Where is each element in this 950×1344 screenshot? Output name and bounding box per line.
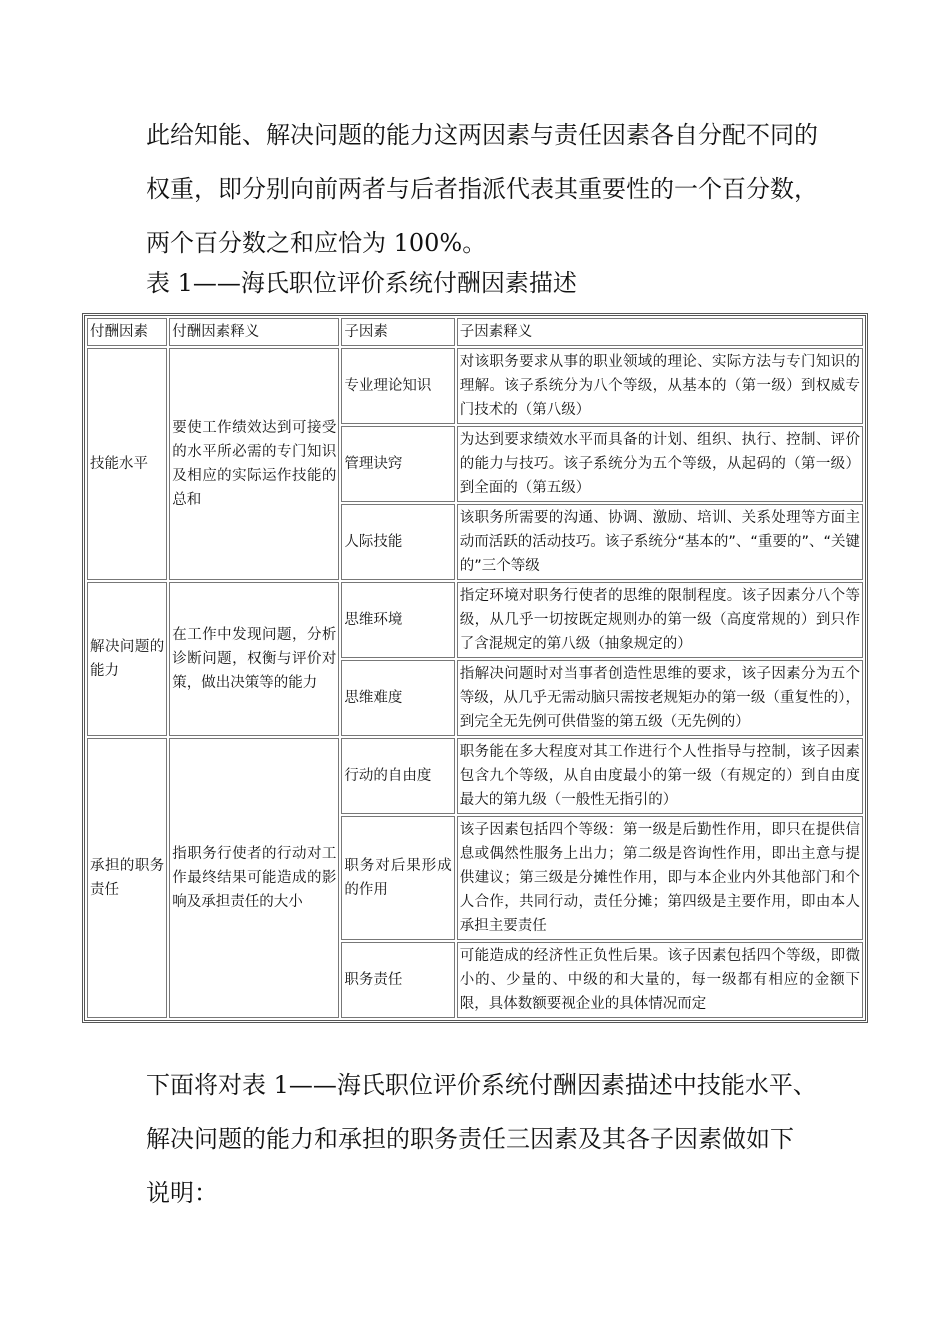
text-line: 说明： (146, 1179, 218, 1207)
factor-cell: 技能水平 (87, 348, 167, 580)
sub-factor-desc-cell: 指定环境对职务行使者的思维的限制程度。该子因素分八个等级，从几乎一切按既定规则办的第一级（高度常规的）到只作了含混规定的第八级（抽象规定的） (457, 582, 863, 658)
header-cell: 付酬因素 (87, 318, 167, 346)
factor-explanation-cell: 要使工作绩效达到可接受的水平所必需的专门知识及相应的实际运作技能的总和 (169, 348, 339, 580)
sub-factor-cell: 行动的自由度 (341, 738, 454, 814)
header-cell: 子因素 (341, 318, 454, 346)
sub-factor-cell: 思维难度 (341, 660, 454, 736)
table-caption: 表 1——海氏职位评价系统付酬因素描述 (146, 269, 577, 297)
table-header-row (87, 318, 863, 346)
sub-factor-cell: 专业理论知识 (341, 348, 454, 424)
factor-explanation-cell: 指职务行使者的行动对工作最终结果可能造成的影响及承担责任的大小 (169, 738, 339, 1018)
sub-factor-desc-cell: 指解决问题时对当事者创造性思维的要求，该子因素分为五个等级，从几乎无需动脑只需按老规矩办的第一级（重复性的），到完全无先例可供借鉴的第五级（无先例的） (457, 660, 863, 736)
sub-factor-cell: 职务责任 (341, 942, 454, 1018)
sub-factor-desc-cell: 该子因素包括四个等级：第一级是后勤性作用，即只在提供信息或偶然性服务上出力；第二级是咨询性作用，即出主意与提供建议；第三级是分摊性作用，即与本企业内外其他部门和个人合作，共同行动，责任分摊；第四级是主要作用，即由本人承担主要责任 (457, 816, 863, 940)
factor-table (82, 313, 868, 1023)
text-line: 权重，即分别向前两者与后者指派代表其重要性的一个百分数， (146, 175, 818, 203)
sub-factor-cell: 职务对后果形成的作用 (341, 816, 454, 940)
sub-factor-desc-cell: 为达到要求绩效水平而具备的计划、组织、执行、控制、评价的能力与技巧。该子系统分为五个等级，从起码的（第一级）到全面的（第五级） (457, 426, 863, 502)
text-line: 下面将对表 1——海氏职位评价系统付酬因素描述中技能水平、 (146, 1071, 817, 1099)
sub-factor-cell: 人际技能 (341, 504, 454, 580)
sub-factor-cell: 管理诀窍 (341, 426, 454, 502)
table-row (87, 582, 863, 658)
text-line: 两个百分数之和应恰为 100%。 (146, 229, 487, 257)
sub-factor-desc-cell: 可能造成的经济性正负性后果。该子因素包括四个等级，即微小的、少量的、中级的和大量的，每一级都有相应的金额下限，具体数额要视企业的具体情况而定 (457, 942, 863, 1018)
followup-paragraph (146, 1058, 826, 1220)
header-cell: 付酬因素释义 (169, 318, 339, 346)
table-row (87, 348, 863, 424)
intro-paragraph (146, 108, 826, 270)
factor-cell: 解决问题的能力 (87, 582, 167, 736)
table-row (87, 738, 863, 814)
factor-cell: 承担的职务责任 (87, 738, 167, 1018)
text-line: 解决问题的能力和承担的职务责任三因素及其各子因素做如下 (146, 1125, 794, 1153)
factor-explanation-cell: 在工作中发现问题，分析诊断问题，权衡与评价对策，做出决策等的能力 (169, 582, 339, 736)
sub-factor-desc-cell: 对该职务要求从事的职业领域的理论、实际方法与专门知识的理解。该子系统分为八个等级，从基本的（第一级）到权威专门技术的（第八级） (457, 348, 863, 424)
text-line: 此给知能、解决问题的能力这两因素与责任因素各自分配不同的 (146, 121, 818, 149)
sub-factor-desc-cell: 职务能在多大程度对其工作进行个人性指导与控制，该子因素包含九个等级，从自由度最小的第一级（有规定的）到自由度最大的第九级（一般性无指引的） (457, 738, 863, 814)
sub-factor-cell: 思维环境 (341, 582, 454, 658)
header-cell: 子因素释义 (457, 318, 863, 346)
sub-factor-desc-cell: 该职务所需要的沟通、协调、激励、培训、关系处理等方面主动而活跃的活动技巧。该子系统分“基本的”、“重要的”、“关键的”三个等级 (457, 504, 863, 580)
